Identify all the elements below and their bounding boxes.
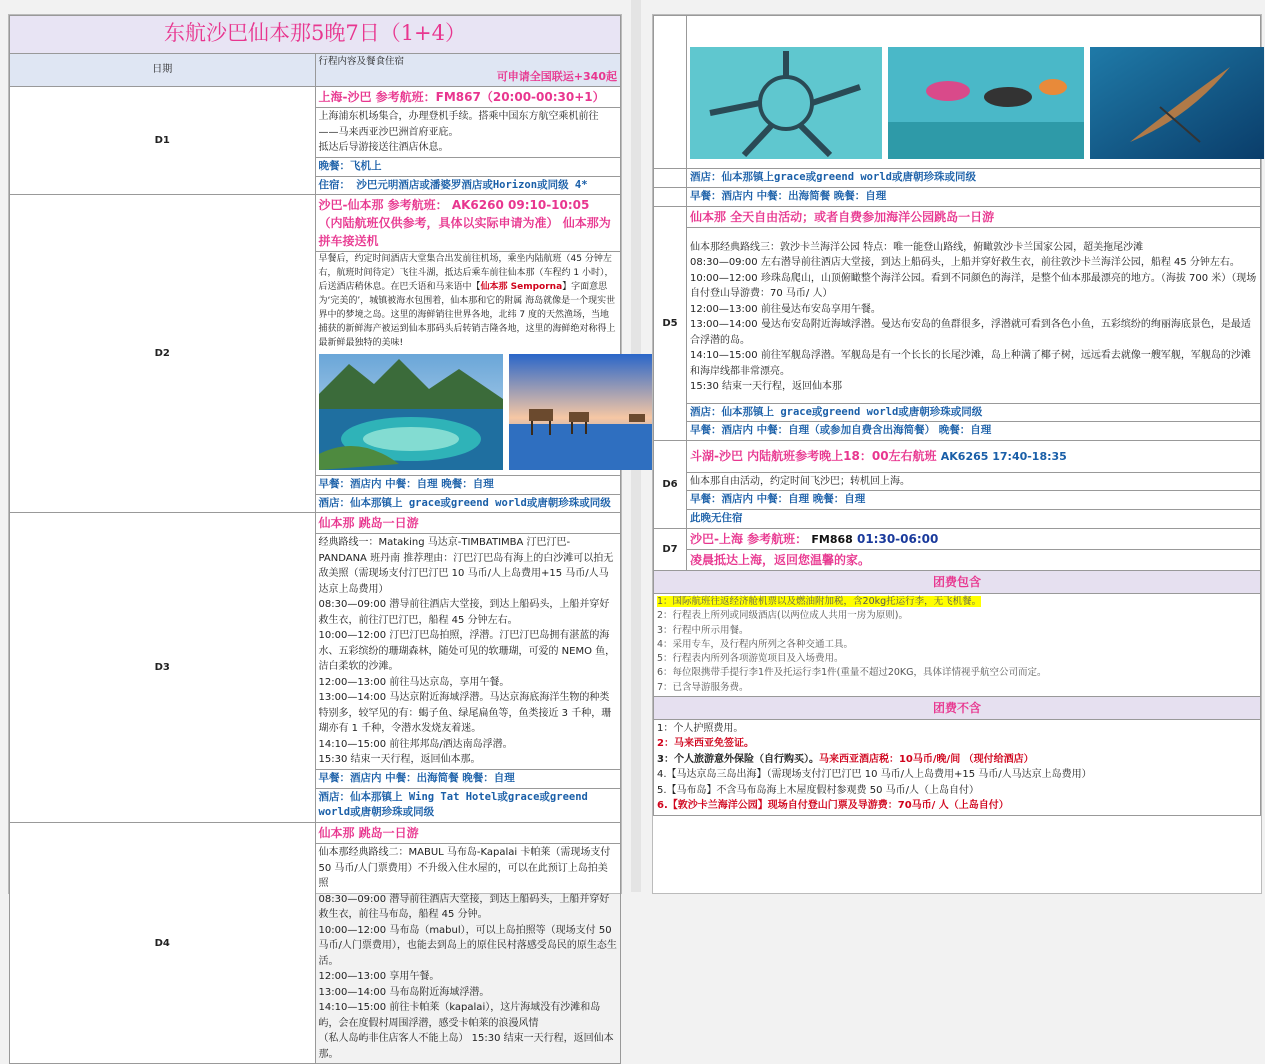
excludes-item-hotel-tax: 马来西亚酒店税：10马币/晚/间 （现付给酒店） (818, 753, 1034, 765)
d6-heading (687, 441, 1261, 473)
excludes-item: 4.【马达京岛三岛出海】（需现场支付汀巴汀巴 10 马币/人上岛费用+15 马币/人马达京上岛费用） (657, 769, 1092, 781)
includes-item (657, 595, 1257, 609)
includes-item: 2：行程表上所列或同级酒店(以两位成人共用一房为原则)。 (657, 610, 908, 622)
d3-hotel: 酒店：仙本那镇上 Wing Tat Hotel或grace或greend world或唐朝珍珠或同级 (315, 788, 621, 823)
d4-line: （私人岛屿非住店客人不能上岛） 15:30 结束一天行程，返回仙本那。 (318, 1033, 614, 1060)
d3-heading: 仙本那 跳岛一日游 (315, 513, 621, 534)
d4-meals: 早餐：酒店内 中餐：出海简餐 晚餐：自理 (687, 187, 1261, 206)
d4-description (315, 844, 621, 1064)
d6-description: 仙本那自由活动，约定时间飞沙巴；转机回上海。 (687, 472, 1261, 491)
includes-item: 7：已含导游服务费。 (657, 681, 749, 693)
d6-meals: 早餐：酒店内 中餐：自理 晚餐：自理 (687, 491, 1261, 510)
d2-photo-row (319, 351, 618, 474)
includes-item: 6：每位限携带手提行李1件及托运行李1件(重量不超过20KG，具体详情视乎航空公司而定。 (657, 667, 1047, 679)
day-label-d1: D1 (10, 87, 316, 195)
includes-list (654, 594, 1261, 697)
includes-item: 4：采用专车，及行程内所列之各种交通工具。 (657, 638, 854, 650)
day-label-d7: D7 (654, 528, 687, 571)
excludes-list (654, 719, 1261, 815)
excludes-item (657, 752, 1257, 768)
document-page-right (652, 14, 1262, 894)
d4-heading: 仙本那 跳岛一日游 (315, 823, 621, 844)
d2-desc-part: 】字面意思为‘完美的’，城镇被海水包围着，仙本那和它的附属 海岛就像是一个现实世界中的梦境之岛。这里的海鲜销往世界各地，北纬 7 度的天然渔场，当地捕获的新鲜海产被运到仙本那码头后转销吉隆各地，这里的海鲜绝对称得上最新鲜最独特的美味! (318, 282, 616, 348)
d1-meals: 晚餐：飞机上 (315, 157, 621, 176)
d2-hotel: 酒店：仙本那镇上 grace或greend world或唐朝珍珠或同级 (315, 494, 621, 513)
d2-heading (315, 195, 621, 252)
d1-heading: 上海-沙巴 参考航班：FM867（20:00-00:30+1） (315, 87, 621, 108)
itinerary-table-right (653, 15, 1261, 816)
d3-line: 经典路线一：Mataking 马达京-TIMBATIMBA 汀巴汀巴-PANDANA 班丹南 推荐理由：汀巴汀巴岛有海上的白沙滩可以拍无敌美照（需现场支付汀巴汀巴 10 马币/人上岛费用+15 马币/人马达京上岛费用） (318, 537, 614, 595)
d7-heading-time: 01:30-06:00 (856, 531, 939, 546)
excludes-item: 5.【马布岛】不含马布岛海上木屋度假村参观费 50 马币/人（上岛自付） (657, 784, 979, 796)
itinerary-table-left (9, 15, 621, 1064)
d4-line: 13:00—14:00 马布岛附近海域浮潜。 (318, 986, 490, 998)
includes-item: 5：行程表内所列各项游览项目及入场费用。 (657, 653, 844, 664)
includes-item: 3：行程中所示用餐。 (657, 624, 749, 636)
content-column-header: 行程内容及餐食住宿 (318, 55, 405, 67)
d4-line: 14:10—15:00 前往卡帕莱（kapalai），这片海域没有沙滩和岛屿，会在度假村周围浮潜，感受卡帕莱的浪漫风情 (318, 1002, 601, 1029)
d5-heading: 仙本那 全天自由活动；或者自费参加海洋公园跳岛一日游 (687, 206, 1261, 227)
d4-line: 10:00—12:00 马布岛（mabul），可以上岛拍照等（现场支付 50 马币/人门票费用），也能去到岛上的原住民村落感受岛民的原生态生活。 (318, 924, 617, 967)
d6-hotel: 此晚无住宿 (687, 509, 1261, 528)
d2-description (315, 252, 621, 476)
day-label-d5: D5 (654, 206, 687, 441)
d2-meals: 早餐：酒店内 中餐：自理 晚餐：自理 (315, 475, 621, 494)
d3-line: 14:10—15:00 前往邦邦岛/酒达南岛浮潜。 (318, 738, 513, 750)
d4-continued-day-cell (654, 169, 687, 188)
canoe-aerial-photo (1090, 47, 1264, 159)
d5-line: 08:30—09:00 左右潜导前往酒店大堂接，到达上船码头，上船并穿好救生衣，前往敦沙卡兰海洋公园，船程 45 分钟左右。 (690, 257, 1240, 268)
excludes-item: 1：个人护照费用。 (657, 722, 744, 734)
d4-continued-day-cell (654, 16, 687, 169)
d1-hotel: 住宿： 沙巴元明酒店或潘婆罗酒店或Horizon或同级 4* (315, 176, 621, 195)
d2-heading-flight: 沙巴-仙本那 参考航班： AK6260 09:10-10:05 （内陆航班仅供参考，具体以实际申请为准） (318, 198, 590, 231)
day-label-d4: D4 (10, 823, 316, 1064)
snorkel-circle-photo (690, 47, 882, 159)
day-label-d3: D3 (10, 513, 316, 823)
d5-line: 13:00—14:00 曼达布安岛附近海域浮潜。曼达布安岛的鱼群很多，浮潜就可看到各色小鱼，五彩缤纷的绚丽海底景色，是最适合浮潜的岛。 (690, 319, 1251, 346)
excludes-item: 2：马来西亚免签证。 (657, 738, 754, 750)
d4-hotel: 酒店：仙本那镇上grace或greend world或唐朝珍珠或同级 (687, 169, 1261, 188)
island-lagoon-photo (319, 354, 503, 470)
includes-title: 团费包含 (654, 571, 1261, 594)
d3-line: 15:30 结束一天行程，返回仙本那。 (318, 754, 481, 766)
d2-heading-transfer: 仙本那为拼车接送机 (318, 216, 611, 249)
d5-line: 12:00—13:00 前往曼达布安岛享用午餐。 (690, 303, 881, 315)
day-label-d2: D2 (10, 195, 316, 513)
document-title: 东航沙巴仙本那5晚7日（1+4） (10, 16, 621, 54)
d3-line: 13:00—14:00 马达京附近海域浮潜。马达京海底海洋生物的种类特别多，较罕见的有：蝎子鱼、绿尾扁鱼等，鱼类接近 3 千种，珊瑚亦有 1 千种，令潜水发烧友着迷。 (318, 692, 612, 735)
d7-heading (687, 528, 1261, 550)
d7-heading-flight: FM868 (811, 532, 853, 546)
d5-line: 仙本那经典路线三：敦沙卡兰海洋公园 特点：唯一能登山路线，俯瞰敦沙卡兰国家公园，超美拖尾沙滩 (690, 241, 1144, 253)
snorkelers-photo (888, 47, 1084, 159)
document-page-left (8, 14, 622, 1060)
d7-description: 凌晨抵达上海，返回您温馨的家。 (687, 550, 1261, 571)
d3-line: 12:00—13:00 前往马达京岛，享用午餐。 (318, 676, 510, 688)
d4-photo-cell (687, 16, 1261, 169)
day-column-header: 日期 (10, 53, 316, 87)
excludes-title: 团费不含 (654, 696, 1261, 719)
d6-heading-route: 斗湖-沙巴 内陆航班参考晚上18：00左右航班 (690, 449, 937, 463)
excludes-item-insurance: 3：个人旅游意外保险（自行购买）。 (657, 753, 819, 765)
d5-line: 14:10—15:00 前往军舰岛浮潜。军舰岛是有一个长长的长尾沙滩，岛上种满了椰子树，远远看去就像一艘军舰，军舰岛的沙滩和海岸线都非常漂亮。 (690, 350, 1251, 377)
d5-hotel: 酒店：仙本那镇上 grace或greend world或唐朝珍珠或同级 (687, 403, 1261, 422)
d4-line: 08:30—09:00 潜导前往酒店大堂接，到达上船码头，上船并穿好救生衣，前往马布岛，船程 45 分钟。 (318, 893, 610, 921)
day-label-d6: D6 (654, 441, 687, 529)
d4-line: 仙本那经典路线二：MABUL 马布岛-Kapalai 卡帕莱（需现场支付 50 马币/人门票费用）不升级入住水屋的，可以在此预订上岛拍美照 (318, 847, 611, 890)
d3-description (315, 534, 621, 770)
includes-item-highlight: 1：国际航班往返经济舱机票以及燃油附加税，含20kg托运行李，无飞机餐。 (657, 596, 982, 607)
d1-description (315, 108, 621, 158)
d2-desc-part: 早餐后，约定时间酒店大堂集合出发前往机场，乘坐内陆航班（45 分钟左右，航班时间待定）飞往斗湖，抵达后乘车前往仙本那（车程约 1 小时），后送酒店稍休息。在巴夭语和马来语中【 (318, 254, 614, 293)
d4-photo-row (690, 17, 1257, 163)
d3-line: 10:00—12:00 汀巴汀巴岛拍照，浮潜。汀巴汀巴岛拥有湛蓝的海水、五彩缤纷的珊瑚森林，随处可见的软珊瑚，可爱的 NEMO 鱼，洁白柔软的沙滩。 (318, 630, 616, 673)
d7-heading-route: 沙巴-上海 参考航班： (690, 531, 808, 546)
d5-line: 15:30 结束一天行程，返回仙本那 (690, 381, 842, 392)
d1-desc-line: 抵达后导游接送往酒店休息。 (318, 142, 449, 154)
d4-continued-day-cell (654, 187, 687, 206)
d3-line: 08:30—09:00 潜导前往酒店大堂接，到达上船码头，上船并穿好救生衣，前往汀巴汀巴，船程 45 分钟左右。 (318, 599, 610, 626)
d3-meals: 早餐：酒店内 中餐：出海简餐 晚餐：自理 (315, 769, 621, 788)
surcharge-note: 可申请全国联运+340起 (496, 69, 617, 83)
d4-line: 12:00—13:00 享用午餐。 (318, 971, 440, 983)
d6-heading-flight: AK6265 17:40-18:35 (940, 450, 1067, 463)
d2-desc-highlight: 仙本那 Semporna (480, 282, 563, 293)
d1-desc-line: 上海浦东机场集合，办理登机手续。搭乘中国东方航空乘机前往——马来西亚沙巴洲首府亚庇。 (318, 111, 599, 138)
excludes-item: 6.【敦沙卡兰海洋公园】现场自付登山门票及导游费：70马币/ 人（上岛自付） (657, 800, 1009, 812)
d5-line: 10:00—12:00 珍珠岛爬山，山顶俯瞰整个海洋公园。看到不同颜色的海洋，是整个仙本那最漂亮的地方。（海拔 700 米）（现场自付登山导游费：70 马币/ 人） (690, 272, 1257, 299)
d5-meals: 早餐：酒店内 中餐：自理（或参加自费含出海简餐） 晚餐：自理 (687, 422, 1261, 441)
d5-description (687, 227, 1261, 403)
content-header (315, 53, 621, 87)
